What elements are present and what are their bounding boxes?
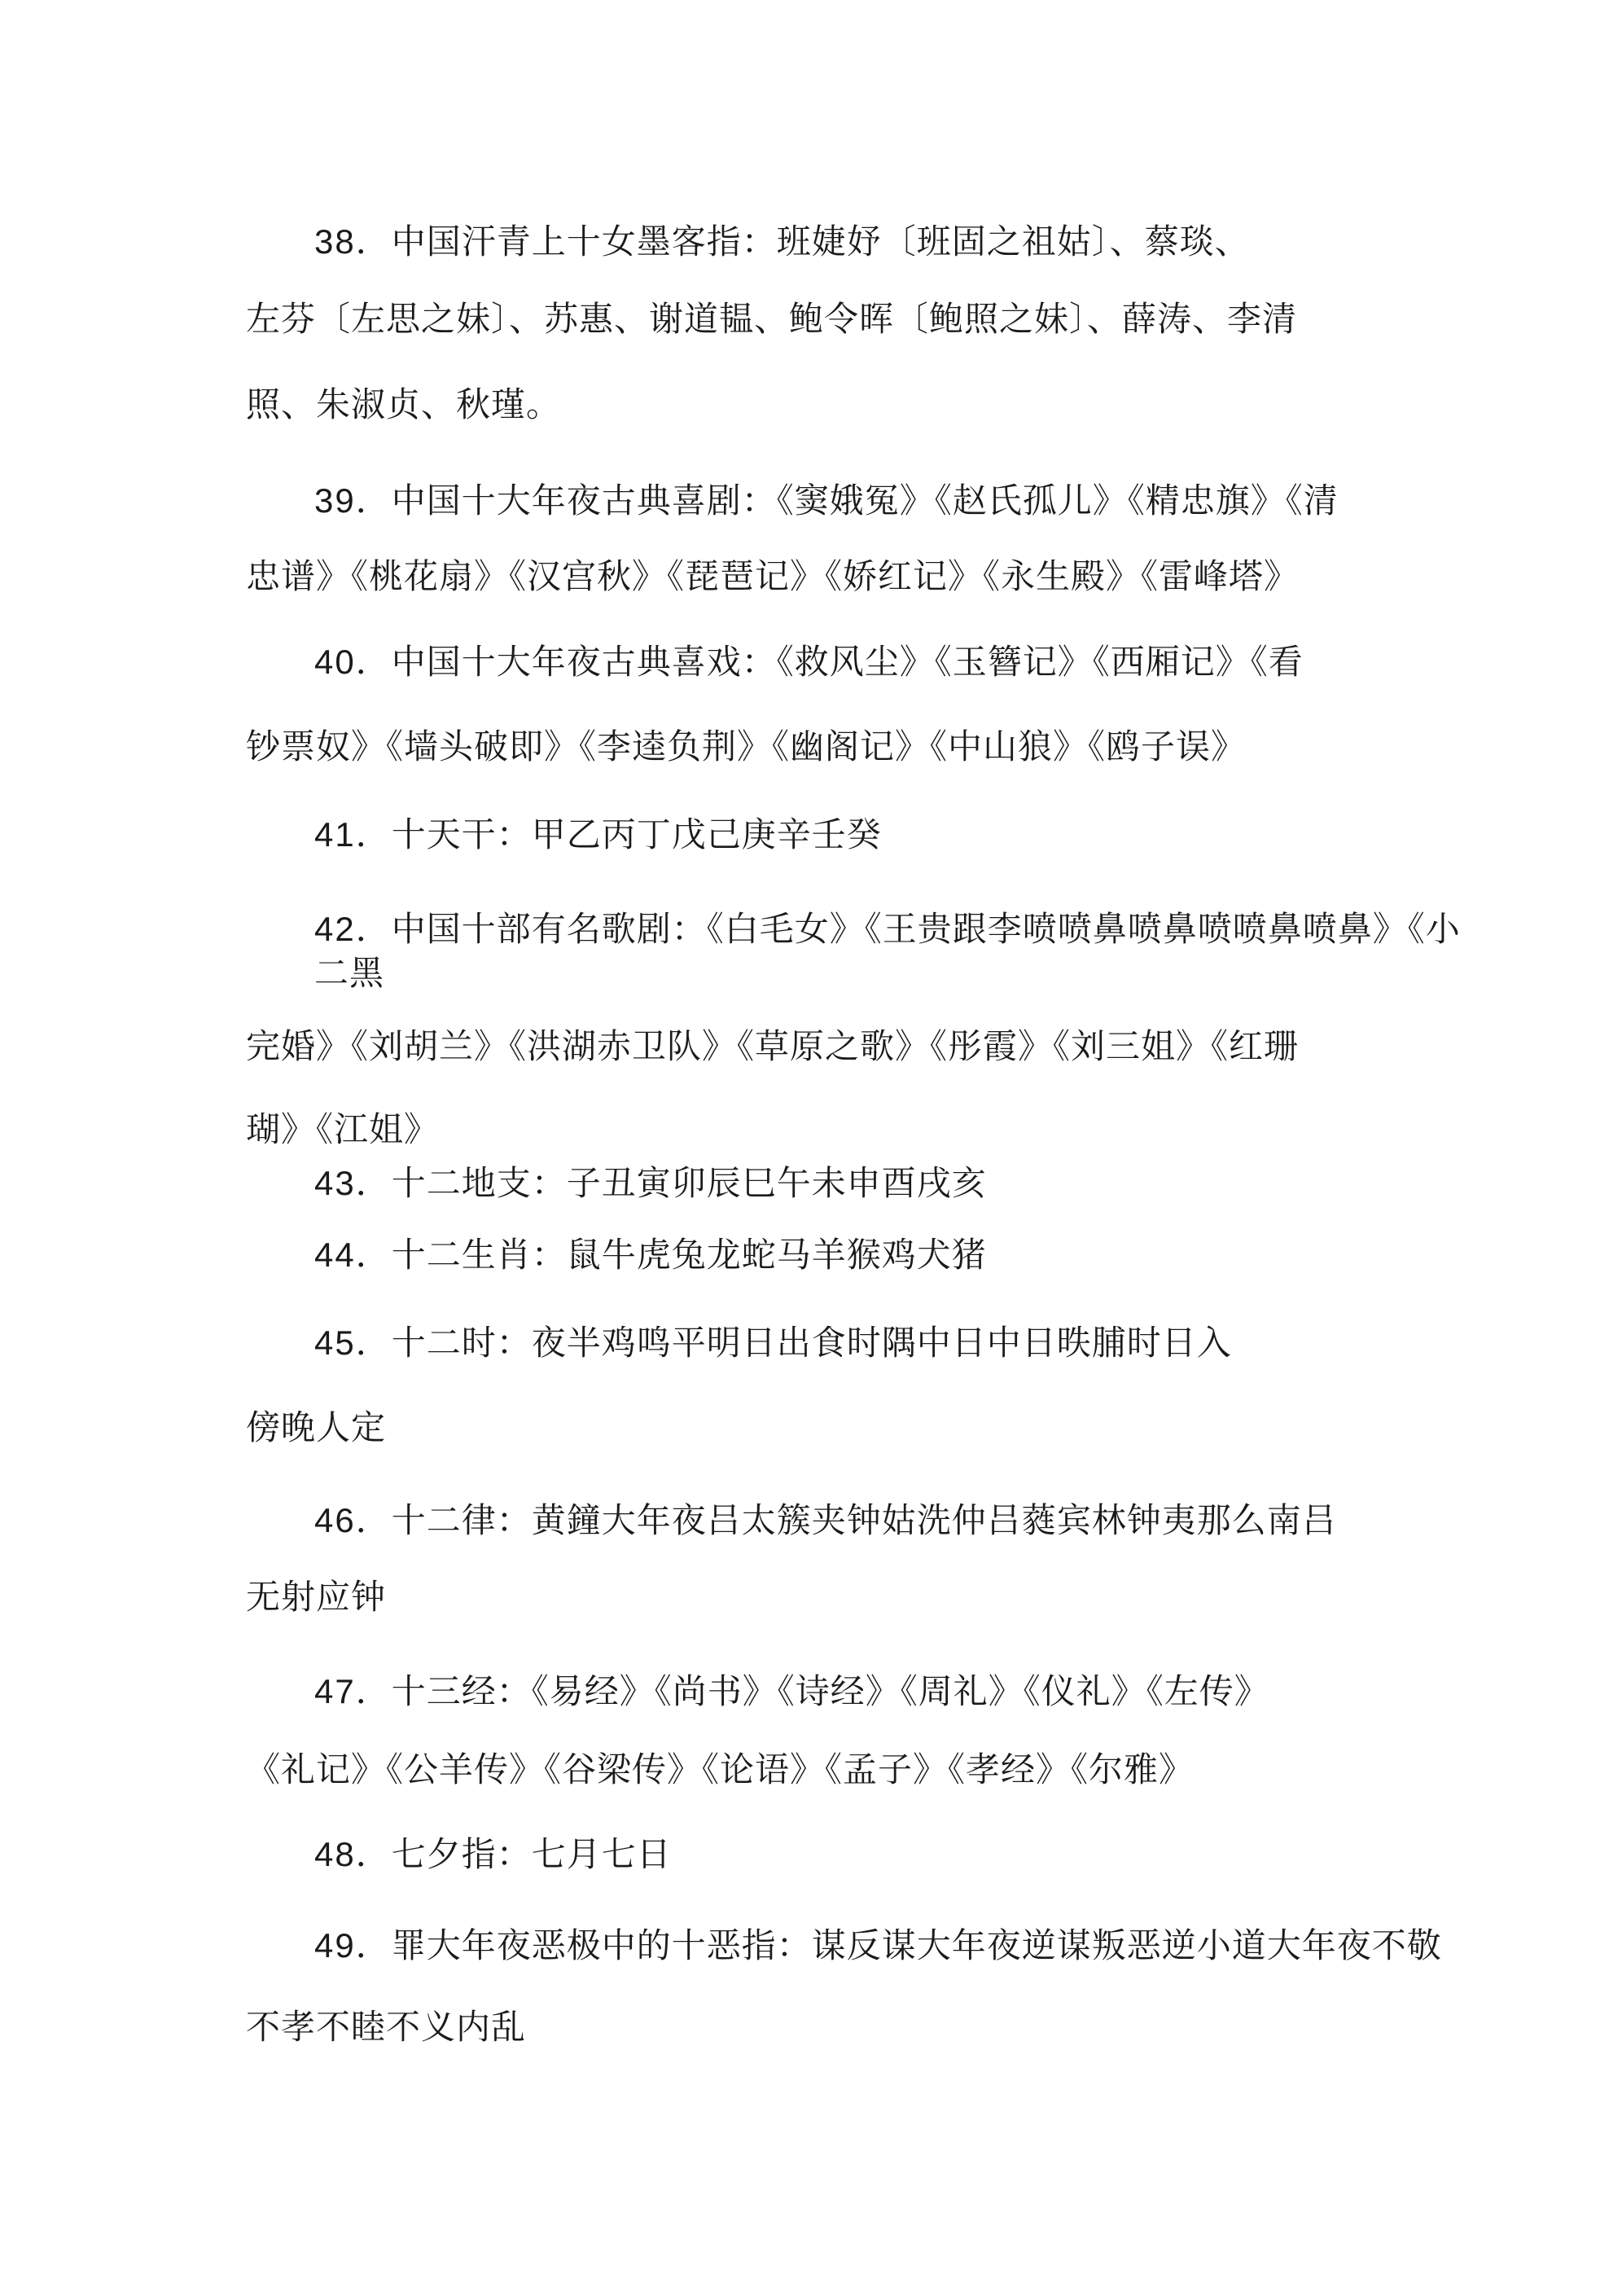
item-49-line-1 (314, 1925, 1442, 1966)
item-47-number: 47． (314, 1672, 392, 1710)
item-42-text-1: 中国十部有名歌剧：《白毛女》《王贵跟李喷喷鼻喷鼻喷喷鼻喷鼻》《小 (391, 909, 1461, 949)
item-42-line-3: 完婚》《刘胡兰》《洪湖赤卫队》《草原之歌》《彤霞》《刘三姐》《红珊 (246, 1026, 1300, 1066)
item-48-text-1: 七夕指：七月七日 (391, 1834, 672, 1874)
item-43-text-1: 十二地支：子丑寅卯辰巳午未申酉戌亥 (391, 1163, 987, 1203)
item-40-text-1: 中国十大年夜古典喜戏：《救风尘》《玉簪记》《西厢记》《看 (391, 642, 1304, 682)
item-41-text-1: 十天干：甲乙丙丁戊己庚辛壬癸 (391, 814, 882, 854)
item-44-text-1: 十二生肖：鼠牛虎兔龙蛇马羊猴鸡犬猪 (391, 1235, 987, 1275)
item-38-number: 38． (314, 222, 392, 261)
item-48-number: 48． (314, 1835, 392, 1873)
item-49-text-1: 罪大年夜恶极中的十恶指：谋反谋大年夜逆谋叛恶逆小道大年夜不敬 (391, 1925, 1442, 1965)
item-38-line-1 (314, 222, 1250, 262)
item-49-number: 49． (314, 1926, 392, 1965)
item-43-number: 43． (314, 1164, 392, 1202)
item-38-line-2: 左芬〔左思之妹〕、苏惠、谢道韫、鲍令晖〔鲍照之妹〕、薛涛、李清 (246, 299, 1298, 339)
item-39-number: 39． (314, 481, 392, 520)
item-39-text-1: 中国十大年夜古典喜剧：《窦娥冤》《赵氏孤儿》《精忠旗》《清 (391, 481, 1339, 520)
item-46-line-1 (314, 1500, 1337, 1541)
item-47-line-1 (314, 1671, 1269, 1712)
item-43-line-1 (314, 1163, 987, 1204)
item-47-text-1: 十三经：《易经》《尚书》《诗经》《周礼》《仪礼》《左传》 (391, 1671, 1269, 1711)
item-39-line-1 (314, 481, 1339, 521)
item-45-text-1: 十二时：夜半鸡鸣平明日出食时隅中日中日昳脯时日入 (391, 1323, 1232, 1363)
item-42-number: 42． (314, 910, 392, 948)
item-40-line-2: 钞票奴》《墙头破即》《李逵负荆》《幽阁记》《中山狼》《鸥子误》 (246, 727, 1247, 766)
item-45-line-1 (314, 1323, 1232, 1363)
item-46-line-2: 无射应钟 (246, 1577, 387, 1617)
item-40-number: 40． (314, 643, 392, 681)
item-38-line-3: 照、朱淑贞、秋瑾。 (246, 384, 562, 424)
item-44-number: 44． (314, 1236, 392, 1274)
item-45-line-2: 傍晚人定 (246, 1407, 387, 1447)
item-42-line-4: 瑚》《江姐》 (246, 1109, 440, 1149)
item-45-number: 45． (314, 1324, 392, 1362)
item-42-line-2: 二黑 (314, 953, 385, 993)
item-41-number: 41． (314, 815, 392, 854)
item-46-text-1: 十二律：黄鐘大年夜吕太簇夹钟姑洗仲吕蕤宾林钟夷那么南吕 (391, 1500, 1337, 1540)
item-46-number: 46． (314, 1501, 392, 1539)
item-47-line-2: 《礼记》《公羊传》《谷梁传》《论语》《孟子》《孝经》《尔雅》 (246, 1749, 1195, 1789)
item-49-line-2: 不孝不睦不义内乱 (246, 2007, 527, 2047)
item-38-text-1: 中国汗青上十女墨客指：班婕妤〔班固之祖姑〕、蔡琰、 (391, 222, 1250, 261)
item-48-line-1 (314, 1834, 672, 1875)
item-41-line-1 (314, 814, 882, 855)
item-40-line-1 (314, 642, 1304, 683)
item-44-line-1 (314, 1235, 987, 1275)
item-42-line-1 (314, 909, 1461, 950)
item-39-line-2: 忠谱》《桃花扇》《汉宫秋》《琵琶记》《娇红记》《永生殿》《雷峰塔》 (246, 556, 1300, 596)
